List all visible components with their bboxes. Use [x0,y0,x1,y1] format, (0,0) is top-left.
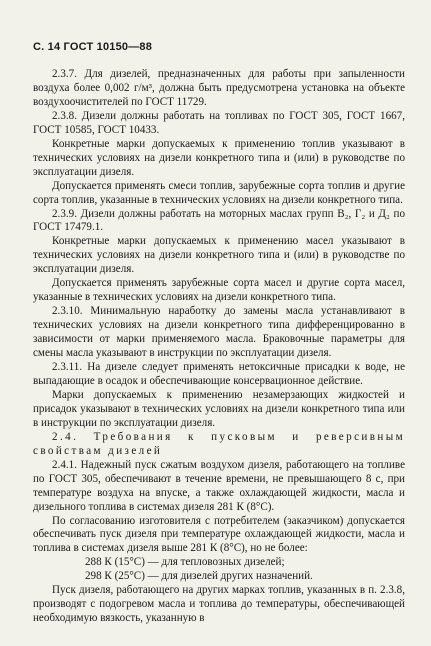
paragraph: Допускается применять зарубежные сорта масел и другие сорта масел, указанные в технических условиях на дизели конкретного типа. [33,277,405,304]
paragraph: По согласованию изготовителя с потребителем (заказчиком) допускается обеспечивать пуск дизеля при температуре охлаждающей жидкости, масла и топлива в системах дизеля выше 281 К (8°С), но не более: [33,514,405,555]
paragraph: Пуск дизеля, работающего на других марках топлив, указанных в п. 2.3.8, производят с подогревом масла и топлива до температуры, обеспечивающей необходимую вязкость, указанную в [33,584,405,625]
document-body [33,68,405,626]
paragraph: 2.3.9. Дизели должны работать на моторных маслах групп В₂, Г₂ и Д₂ по ГОСТ 17479.1. [33,207,405,234]
paragraph: 2.3.11. На дизеле следует применять нетоксичные присадки к воде, не выпадающие в осадок и обеспечивающие консервационное действие. [33,361,405,387]
list-item: 298 К (25°С) — для дизелей других назначений. [85,570,313,583]
paragraph: Допускается применять смеси топлив, зарубежные сорта топлив и другие сорта топлив, указанные в технических условиях на дизели конкретного типа. [33,179,405,206]
list-item: 288 К (15°С) — для тепловозных дизелей; [85,556,285,569]
paragraph: Конкретные марки допускаемых к применению масел указывают в технических условиях на дизели конкретного типа и (или) в руководстве по эксплуатации дизеля. [33,235,405,276]
paragraph: 2.3.7. Для дизелей, предназначенных для работы при запыленности воздуха более 0,002 г/м³, должна быть предусмотрена установка на объекте воздухоочистителей по ГОСТ 11729. [33,68,405,108]
paragraph: 2.4.1. Надежный пуск сжатым воздухом дизеля, работающего на топливе по ГОСТ 305, обеспечивают в течение времени, не превышающего 8 с, при температуре воздуха на впуске, а также охлаждающей жидкости, масла и дизельного топлива в системах дизеля 281 К (8°С). [33,458,405,513]
page-header: С. 14 ГОСТ 10150—88 [33,41,153,53]
section-heading: 2.4. Требования к пусковым и реверсивным свойствам дизелей [33,430,405,457]
paragraph: Конкретные марки допускаемых к применению топлив указывают в технических условиях на дизели конкретного типа и (или) в руководстве по эксплуатации дизеля. [33,137,405,178]
paragraph: 2.3.10. Минимальную наработку до замены масла устанавливают в технических условиях на дизели конкретного типа дифференцированно в зависимости от марки применяемого масла. Браковочные параметры для смены масла указывают в инструкции по эксплуатации дизеля. [33,305,405,360]
paragraph: Марки допускаемых к применению незамерзающих жидкостей и присадок указывают в технических условиях на дизели конкретного типа или в инструкции по эксплуатации дизеля. [33,388,405,429]
paragraph: 2.3.8. Дизели должны работать на топливах по ГОСТ 305, ГОСТ 1667, ГОСТ 10585, ГОСТ 10433. [33,109,405,136]
